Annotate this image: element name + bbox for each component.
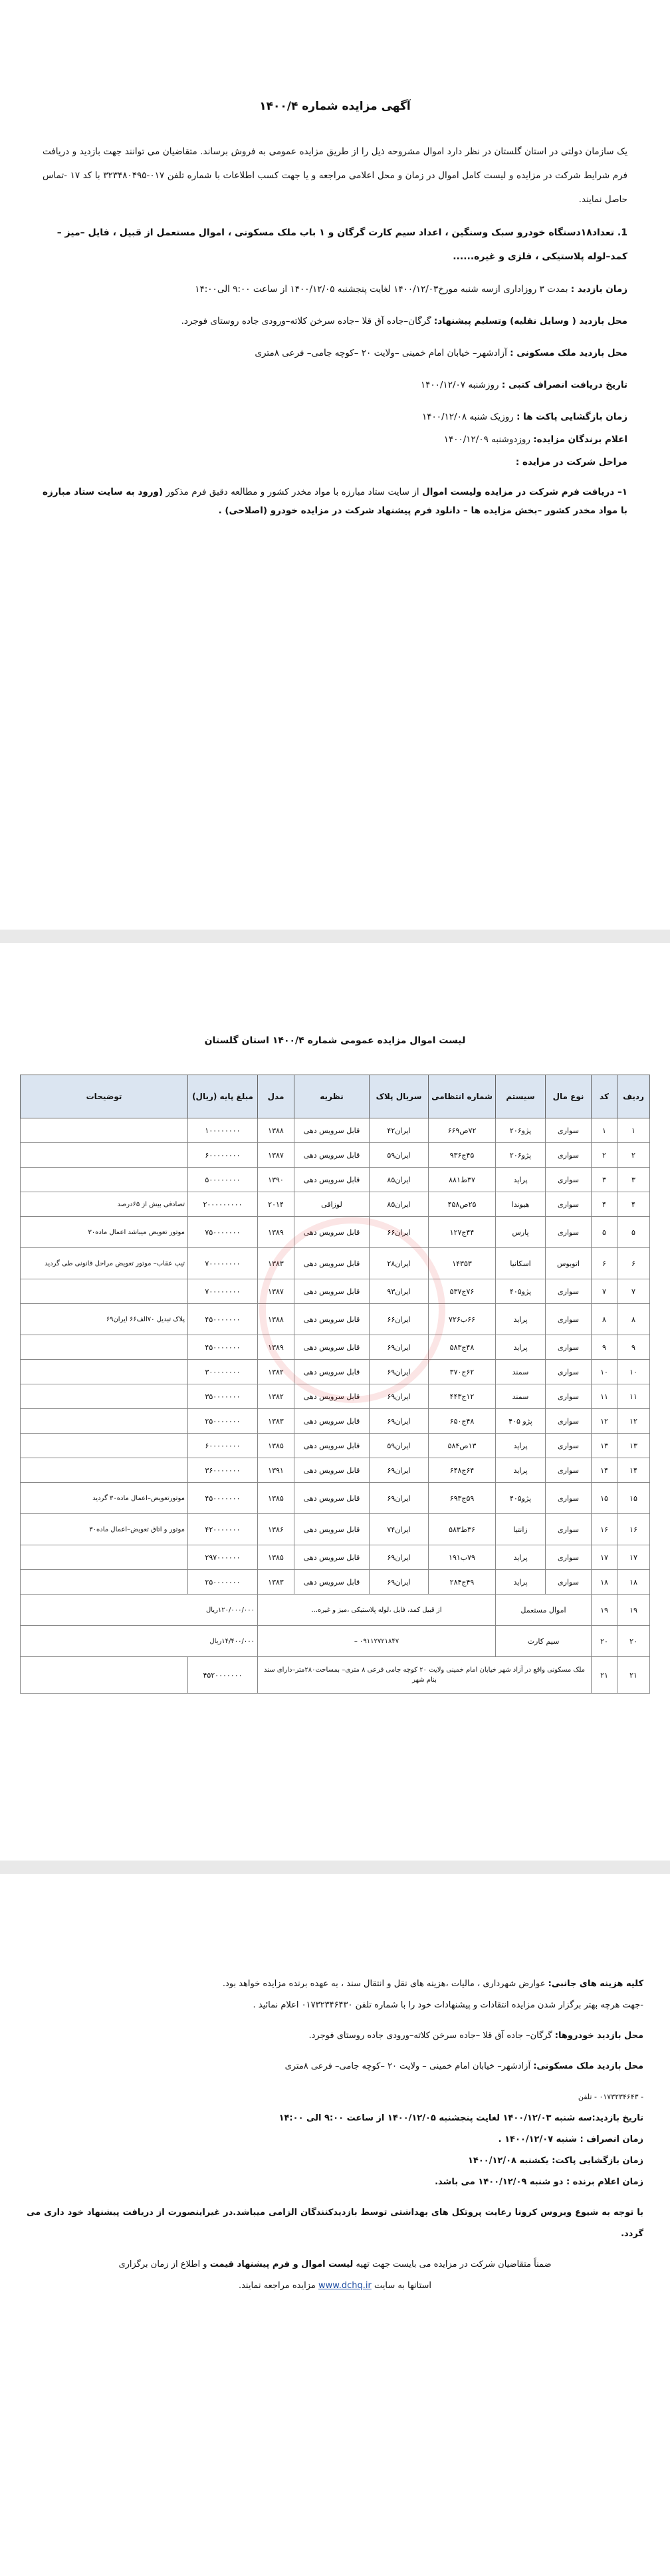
cell: سواری	[546, 1434, 592, 1458]
assets-table-page	[0, 943, 670, 1861]
table-row	[21, 1192, 650, 1217]
cell: ۱۹	[617, 1595, 650, 1626]
cell: سواری	[546, 1360, 592, 1384]
cell: ۱۷	[592, 1545, 617, 1570]
col-header: شماره انتظامی	[429, 1075, 496, 1118]
cell: ۱۱	[592, 1384, 617, 1409]
cell: قابل سرویس دهی	[294, 1168, 370, 1192]
cell: اسکانیا	[496, 1248, 546, 1279]
winners-date	[43, 428, 627, 451]
cell: سواری	[546, 1570, 592, 1595]
cell: ۱۳۸۶	[258, 1514, 294, 1545]
cell: ۴۵۲۰۰۰۰۰۰۰	[188, 1657, 258, 1694]
cell: ۱۰	[592, 1360, 617, 1384]
closing-text-a: ضمناً متقاضیان شرکت در مزایده می بایست جهت تهیه	[356, 2259, 552, 2269]
cell: ۵۹ج۶۹۳	[429, 1483, 496, 1514]
cell: ۹	[592, 1335, 617, 1360]
cell: ۴۵۰۰۰۰۰۰۰	[188, 1335, 258, 1360]
cell: ۶۰۰۰۰۰۰۰۰	[188, 1143, 258, 1168]
cell: ۲	[617, 1143, 650, 1168]
cell: قابل سرویس دهی	[294, 1304, 370, 1335]
cell: لوزاقی	[294, 1192, 370, 1217]
cell: ۱	[617, 1118, 650, 1143]
cell: ۹	[617, 1335, 650, 1360]
cell: ۱۳۹۰	[258, 1168, 294, 1192]
cell: سواری	[546, 1335, 592, 1360]
cell: ۱۰۰۰۰۰۰۰۰	[188, 1118, 258, 1143]
cell: قابل سرویس دهی	[294, 1118, 370, 1143]
note-cell	[21, 1118, 188, 1143]
cell: ایران۶۶	[370, 1217, 429, 1248]
table-row	[21, 1545, 650, 1570]
note-cell: موتورتعویض–اعمال ماده۳۰ گردید	[21, 1483, 188, 1514]
cell: ۱	[592, 1118, 617, 1143]
costs-paragraph	[27, 1974, 643, 1995]
col-header: نوع مال	[546, 1075, 592, 1118]
cell: پراید	[496, 1304, 546, 1335]
cell: ۴۹ج۲۸۴	[429, 1570, 496, 1595]
open-value: روزیک شنبه ۱۴۰۰/۱۲/۰۸	[421, 412, 514, 422]
closing-paragraph	[27, 2254, 643, 2275]
cell: ملک مسکونی واقع در آزاد شهر خیابان امام خمینی ولایت ۲۰ کوچه جامی فرعی ۸ متری– بمساحت۲۸۰متر–دارای سند بنام شهر	[258, 1657, 592, 1694]
step-1-number: ۱– دریافت	[582, 487, 628, 497]
cell: ۱۷	[617, 1545, 650, 1570]
col-header: نظریه	[294, 1075, 370, 1118]
steps-title: مراحل شرکت در مزایده :	[515, 457, 627, 467]
cell: ۱۳	[617, 1434, 650, 1458]
table-row	[21, 1335, 650, 1360]
col-header: توضیحات	[21, 1075, 188, 1118]
cell: ۳۷ط۸۸۱	[429, 1168, 496, 1192]
cell: ایران۸۵	[370, 1168, 429, 1192]
cell: ایران۶۹	[370, 1458, 429, 1483]
table-row	[21, 1217, 650, 1248]
cell: قابل سرویس دهی	[294, 1384, 370, 1409]
cell: ۵۰۰۰۰۰۰۰۰	[188, 1168, 258, 1192]
cell: ۸	[617, 1304, 650, 1335]
property-visit-2-value: آزادشهر– خیابان امام خمینی – ولایت ۲۰ –کوچه جامی– فرعی ۸متری	[284, 2061, 531, 2071]
cell: سمند	[496, 1360, 546, 1384]
cell: ۱۲۰/۰۰۰/۰۰۰ریال	[21, 1595, 258, 1626]
withdraw-date	[43, 374, 627, 396]
cell: ۱۴	[617, 1458, 650, 1483]
cell: ۱۳ص۵۸۴	[429, 1434, 496, 1458]
note-cell: موتور تعویض میباشد اعمال ماده۳۰	[21, 1217, 188, 1248]
website-line	[27, 2275, 643, 2297]
table-row	[21, 1595, 650, 1626]
cell: سواری	[546, 1514, 592, 1545]
cell: قابل سرویس دهی	[294, 1483, 370, 1514]
property-visit-2-label: محل بازدید ملک مسکونی:	[533, 2061, 643, 2071]
cell: سواری	[546, 1192, 592, 1217]
cell: ۳۰۰۰۰۰۰۰۰	[188, 1360, 258, 1384]
winner-time: زمان اعلام برنده : دو شنبه ۱۴۰۰/۱۲/۰۹ می باشد.	[435, 2177, 643, 2187]
cell: قابل سرویس دهی	[294, 1143, 370, 1168]
cell: سواری	[546, 1304, 592, 1335]
table-row	[21, 1279, 650, 1304]
cell: ۱۲ج۴۴۳	[429, 1384, 496, 1409]
cell: ۲۱	[592, 1657, 617, 1694]
cell: ۱۳۸۵	[258, 1434, 294, 1458]
col-header: کد	[592, 1075, 617, 1118]
cell: قابل سرویس دهی	[294, 1545, 370, 1570]
cell: ۶۴ج۶۴۸	[429, 1458, 496, 1483]
cell: ۶۰۰۰۰۰۰۰۰	[188, 1434, 258, 1458]
note-cell	[21, 1545, 188, 1570]
cell: ۱۳۸۵	[258, 1483, 294, 1514]
cell: سمند	[496, 1384, 546, 1409]
cell: ۴۸ج۶۵۰	[429, 1409, 496, 1434]
cell: ۳۵۰۰۰۰۰۰۰	[188, 1384, 258, 1409]
cell: ۷۹ب۱۹۱	[429, 1545, 496, 1570]
winners-label: اعلام برندگان مزایده:	[533, 434, 627, 445]
cell: سواری	[546, 1217, 592, 1248]
col-header: ردیف	[617, 1075, 650, 1118]
table-row	[21, 1118, 650, 1143]
cell	[21, 1657, 188, 1694]
table-row	[21, 1434, 650, 1458]
cell: پژو۴۰۵	[496, 1279, 546, 1304]
property-visit-value: آزادشهر– خیابان امام خمینی –ولایت ۲۰ –کوچه جامی– فرعی ۸متری	[255, 348, 507, 358]
cell: ۱۳۸۵	[258, 1545, 294, 1570]
cell: ۱۹	[592, 1595, 617, 1626]
cell: سیم کارت	[496, 1626, 592, 1657]
cell: ۲۰۱۴	[258, 1192, 294, 1217]
note-cell	[21, 1143, 188, 1168]
note-cell	[21, 1570, 188, 1595]
cell: ایران۶۹	[370, 1384, 429, 1409]
cell: سواری	[546, 1409, 592, 1434]
cell: ۴۴ج۱۲۷	[429, 1217, 496, 1248]
cell: سواری	[546, 1143, 592, 1168]
cell: ۱۶	[617, 1514, 650, 1545]
col-header: مدل	[258, 1075, 294, 1118]
cell: سواری	[546, 1118, 592, 1143]
cell: پراید	[496, 1570, 546, 1595]
covid-notice: با توجه به شیوع ویروس کرونا رعایت پروتکل های بهداشتی توسط بازدیدکنندگان الزامی میباشد.در غیراینصورت از دریافت پیشنهاد خود داری می گردد.	[27, 2208, 643, 2239]
website-suffix: مزایده مراجعه نمایند.	[238, 2281, 316, 2291]
cell: ۷۵۰۰۰۰۰۰۰	[188, 1217, 258, 1248]
cell: پراید	[496, 1458, 546, 1483]
cell: ایران۲۸	[370, 1248, 429, 1279]
table-row	[21, 1626, 650, 1657]
cell: پژو ۴۰۵	[496, 1409, 546, 1434]
note-cell	[21, 1458, 188, 1483]
closing-text-b: لیست اموال و فرم پیشنهاد قیمت	[209, 2259, 354, 2269]
note-cell	[21, 1335, 188, 1360]
table-row	[21, 1168, 650, 1192]
item-1: 1. تعداد۱۸دستگاه خودرو سبک وسنگین ، اعداد سیم کارت گرگان و ۱ باب ملک مسکونی ، اموال مستعمل از قبیل ، فایل –میز –کمد–لوله پلاستیکی ، فلزی و غیره......	[56, 227, 627, 262]
cell: ۱۳۸۹	[258, 1335, 294, 1360]
cell: ۴۵۰۰۰۰۰۰۰	[188, 1483, 258, 1514]
cell: هیوندا	[496, 1192, 546, 1217]
cell: از قبیل کمد، فایل ،لوله پلاستیکی ،میز و غیره...	[258, 1595, 496, 1626]
cell: ایران۶۹	[370, 1483, 429, 1514]
step-1-instructions: (ورود به سایت ستاد مبارزه با مواد مخدر کشور –بخش مزایده ها – دانلود فرم پیشنهاد شرکت در مزایده خودرو (اصلاحی) .	[43, 487, 627, 516]
note-cell	[21, 1360, 188, 1384]
note-cell	[21, 1409, 188, 1434]
cell: ۴۸ج۵۸۳	[429, 1335, 496, 1360]
table-row	[21, 1514, 650, 1545]
table-row	[21, 1384, 650, 1409]
col-header: سیستم	[496, 1075, 546, 1118]
note-cell: موتور و اتاق تعویض–اعمال ماده۳۰	[21, 1514, 188, 1545]
costs-text: عوارض شهرداری ، مالیات ،هزینه های نقل و انتقال سند ، به عهده برنده مزایده خواهد بود.	[222, 1979, 546, 1989]
open-date	[43, 406, 627, 428]
visit-time-value: بمدت ۳ روزاداری ازسه شنبه مورخ۱۴۰۰/۱۲/۰۳ لغایت پنجشنبه ۱۴۰۰/۱۲/۰۵ از ساعت ۹:۰۰ الی۱۴:۰۰	[195, 284, 568, 295]
table-row	[21, 1570, 650, 1595]
costs-label: کلیه هزینه های جانبی:	[548, 1979, 643, 1989]
col-header: مبلغ پایه (ریال)	[188, 1075, 258, 1118]
cell: ۱۲	[617, 1409, 650, 1434]
property-visit-2	[27, 2056, 643, 2077]
page-divider	[0, 1861, 670, 1874]
col-header: سریال پلاک	[370, 1075, 429, 1118]
visit-place-label: محل بازدید ( وسایل نقلیه) وتسلیم پیشنهاد:	[433, 316, 627, 326]
cell: ۱۳۸۷	[258, 1143, 294, 1168]
cell: اموال مستعمل	[496, 1595, 592, 1626]
cell: ۶۶ب۷۲۶	[429, 1304, 496, 1335]
note-cell	[21, 1384, 188, 1409]
opening-time: زمان بازگشایی پاکت: یکشنبه ۱۴۰۰/۱۲/۰۸	[468, 2156, 643, 2166]
cell: ۱۳۸۹	[258, 1217, 294, 1248]
cell: ایران۴۲	[370, 1118, 429, 1143]
cell: قابل سرویس دهی	[294, 1434, 370, 1458]
note-cell	[21, 1168, 188, 1192]
cell: قابل سرویس دهی	[294, 1409, 370, 1434]
cell: ۱۳۸۳	[258, 1570, 294, 1595]
cell: ۶۲ج۳۷۰	[429, 1360, 496, 1384]
cell: ۲۰۰۰۰۰۰۰۰۰	[188, 1192, 258, 1217]
cell: سواری	[546, 1384, 592, 1409]
withdraw-value: روزشنبه ۱۴۰۰/۱۲/۰۷	[420, 380, 499, 390]
cell: ۱۳۸۸	[258, 1118, 294, 1143]
cell: ۷	[617, 1279, 650, 1304]
cell: ۱۸	[617, 1570, 650, 1595]
cell: قابل سرویس دهی	[294, 1570, 370, 1595]
cell: ۰۹۱۱۲۷۲۱۸۴۷ –	[258, 1626, 496, 1657]
cell: اتوبوس	[546, 1248, 592, 1279]
cell: ۱۵	[592, 1483, 617, 1514]
cell: ۳۶ط۵۸۳	[429, 1514, 496, 1545]
announcement-page	[0, 0, 670, 930]
cell: ۲	[592, 1143, 617, 1168]
table-row	[21, 1304, 650, 1335]
cell: ۱۳	[592, 1434, 617, 1458]
cell: ۵	[592, 1217, 617, 1248]
cell: ۷۶ج۵۳۷	[429, 1279, 496, 1304]
cell: ۱۱	[617, 1384, 650, 1409]
page-divider	[0, 930, 670, 943]
cell: سواری	[546, 1483, 592, 1514]
table-row	[21, 1409, 650, 1434]
cell: ۲۵۰۰۰۰۰۰۰	[188, 1570, 258, 1595]
cell: ۴۵ج۹۳۶	[429, 1143, 496, 1168]
visit-dates: تاریخ بازدید:سه شنبه ۱۴۰۰/۱۲/۰۳ لغایت پنجشنبه ۱۴۰۰/۱۲/۰۵ از ساعت ۹:۰۰ الی ۱۴:۰۰	[279, 2113, 643, 2123]
cell: زانتیا	[496, 1514, 546, 1545]
cell: ایران۵۹	[370, 1434, 429, 1458]
vehicle-visit-value: گرگان– جاده آق قلا –جاده سرخن کلاته–ورودی جاده روستای فوجرد.	[308, 2031, 552, 2041]
cell: پراید	[496, 1335, 546, 1360]
cell: سواری	[546, 1458, 592, 1483]
cell: پژو۴۰۵	[496, 1483, 546, 1514]
table-row	[21, 1143, 650, 1168]
note-cell	[21, 1279, 188, 1304]
cell: قابل سرویس دهی	[294, 1279, 370, 1304]
cell: ۲۵۰۰۰۰۰۰۰	[188, 1409, 258, 1434]
withdraw-time: زمان انصراف : شنبه ۱۴۰۰/۱۲/۰۷ .	[498, 2134, 643, 2144]
cell: ایران۹۳	[370, 1279, 429, 1304]
announcement-intro: یک سازمان دولتی در استان گلستان در نظر دارد اموال مشروحه ذیل را از طریق مزایده عمومی به فروش برساند. متقاضیان می توانند جهت بازدید و دریافت فرم شرایط شرکت در مزایده و لیست کامل اموال در زمان و محل اعلامی مراجعه و یا جهت کسب اطلاعات با شماره تلفن ۰۱۷-۳۲۳۴۸۰۴۹۵ با کد ۱۷ -تماس حاصل نمایند.	[43, 146, 627, 205]
cell: ۳	[592, 1168, 617, 1192]
cell: ۸	[592, 1304, 617, 1335]
visit-place	[43, 310, 627, 332]
cell: ایران۶۹	[370, 1545, 429, 1570]
table-row	[21, 1483, 650, 1514]
cell: ۱۳۸۷	[258, 1279, 294, 1304]
cell: ۷۰۰۰۰۰۰۰۰	[188, 1248, 258, 1279]
cell: ۴	[592, 1192, 617, 1217]
cell: ۳	[617, 1168, 650, 1192]
note-cell: پلاک تبدیل ۷۰الف۶۶ ایران۶۹	[21, 1304, 188, 1335]
cell: ۳۶۰۰۰۰۰۰۰	[188, 1458, 258, 1483]
table-row	[21, 1657, 650, 1694]
cell: ۴۲۰۰۰۰۰۰۰	[188, 1514, 258, 1545]
vehicle-visit-label: محل بازدید خودروها:	[554, 2031, 643, 2041]
table-row	[21, 1458, 650, 1483]
cell: ایران۶۶	[370, 1304, 429, 1335]
cell: قابل سرویس دهی	[294, 1458, 370, 1483]
website-prefix: استانها به سایت	[374, 2281, 432, 2291]
cell: ۴	[617, 1192, 650, 1217]
cell: پژو۲۰۶	[496, 1118, 546, 1143]
cell: ایران۶۹	[370, 1409, 429, 1434]
cell: قابل سرویس دهی	[294, 1360, 370, 1384]
note-cell: تصادفی بیش از ۶۵درصد	[21, 1192, 188, 1217]
table-extra-rows	[21, 1595, 650, 1694]
cell: ایران۶۹	[370, 1570, 429, 1595]
vehicle-visit	[27, 2025, 643, 2047]
cell: ۱۶	[592, 1514, 617, 1545]
table-header-row	[21, 1075, 650, 1118]
cell: ۶	[617, 1248, 650, 1279]
cell: ۵	[617, 1217, 650, 1248]
cell: ۴۵۰۰۰۰۰۰۰	[188, 1304, 258, 1335]
cell: ۶	[592, 1248, 617, 1279]
winners-value: روزدوشنبه ۱۴۰۰/۱۲/۰۹	[443, 434, 530, 445]
cell: ۱۴۳۵۳	[429, 1248, 496, 1279]
cell: پارس	[496, 1217, 546, 1248]
open-label: زمان بازگشایی پاکت ها :	[516, 412, 627, 422]
cell: ۲۰	[592, 1626, 617, 1657]
step-1-form: فرم شرکت در مزایده ولیست اموال	[422, 487, 580, 497]
cell: قابل سرویس دهی	[294, 1248, 370, 1279]
cell: ایران۷۴	[370, 1514, 429, 1545]
visit-time-label: زمان بازدید :	[570, 284, 627, 295]
phone-line: - ۰۱۷۳۲۳۴۶۴۳ - تلفن	[578, 2093, 643, 2101]
website-link[interactable]: www.dchq.ir	[318, 2281, 372, 2291]
cell: ۲۹۷۰۰۰۰۰۰	[188, 1545, 258, 1570]
cell: پراید	[496, 1168, 546, 1192]
cell: ۱۲	[592, 1409, 617, 1434]
visit-time	[43, 278, 627, 301]
visit-place-value: گرگان–جاده آق قلا –جاده سرخن کلاته–ورودی جاده روستای فوجرد.	[181, 316, 431, 326]
cell: ۱۳۸۲	[258, 1360, 294, 1384]
cell: سواری	[546, 1279, 592, 1304]
cell: سواری	[546, 1168, 592, 1192]
cell: پراید	[496, 1434, 546, 1458]
note-cell: تیپ عقاب– موتور تعویض مراحل قانونی طی گردید	[21, 1248, 188, 1279]
cell: ۲۰	[617, 1626, 650, 1657]
cell: ۲۱	[617, 1657, 650, 1694]
cell: ۱۳۸۲	[258, 1384, 294, 1409]
note-cell	[21, 1434, 188, 1458]
assets-table	[20, 1075, 650, 1694]
cell: قابل سرویس دهی	[294, 1335, 370, 1360]
cell: ۱۳۸۳	[258, 1409, 294, 1434]
cell: پژو۲۰۶	[496, 1143, 546, 1168]
cell: ۱۰	[617, 1360, 650, 1384]
cell: ۱۳۸۳	[258, 1248, 294, 1279]
cell: ایران۶۹	[370, 1335, 429, 1360]
cell: ۱۳۸۸	[258, 1304, 294, 1335]
table-row	[21, 1248, 650, 1279]
property-visit	[43, 342, 627, 364]
withdraw-label: تاریخ دریافت انصراف کتبی :	[501, 380, 627, 390]
cell: قابل سرویس دهی	[294, 1217, 370, 1248]
cell: پراید	[496, 1545, 546, 1570]
property-visit-label: محل بازدید ملک مسکونی :	[510, 348, 627, 358]
cell: قابل سرویس دهی	[294, 1514, 370, 1545]
cell: ۱۵	[617, 1483, 650, 1514]
cell: ۱۸	[592, 1570, 617, 1595]
closing-text-c: و اطلاع از زمان برگزاری	[118, 2259, 207, 2269]
cell: ۲۵ص۴۵۸	[429, 1192, 496, 1217]
cell: ایران۶۹	[370, 1360, 429, 1384]
table-title: لیست اموال مزایده عمومی شماره ۱۴۰۰/۴ استان گلستان	[204, 1035, 466, 1046]
cell: ۷	[592, 1279, 617, 1304]
cell: ایران۸۵	[370, 1192, 429, 1217]
cell: ۱۳۹۱	[258, 1458, 294, 1483]
cell: ۷۰۰۰۰۰۰۰۰	[188, 1279, 258, 1304]
table-body	[21, 1118, 650, 1595]
feedback-paragraph: -جهت هرچه بهتر برگزار شدن مزایده انتقادات و پیشنهادات خود را با شماره تلفن ۰۱۷۳۲۳۴۶۴۳۰ اعلام نمائید .	[253, 2000, 643, 2010]
conditions-page	[0, 1874, 670, 2576]
cell: سواری	[546, 1545, 592, 1570]
cell: ۱۴	[592, 1458, 617, 1483]
cell: ۷۲ص۶۶۹	[429, 1118, 496, 1143]
step-1-text: از سایت ستاد مبارزه با مواد مخدر کشور و مطالعه دقیق فرم مذکور	[166, 487, 419, 497]
cell: ۱۴/۴۰۰/۰۰۰ریال	[21, 1626, 258, 1657]
announcement-title: آگهی مزایده شماره ۱۴۰۰/۴	[259, 100, 411, 113]
step-1	[43, 483, 627, 520]
table-row	[21, 1360, 650, 1384]
cell: ایران۵۹	[370, 1143, 429, 1168]
